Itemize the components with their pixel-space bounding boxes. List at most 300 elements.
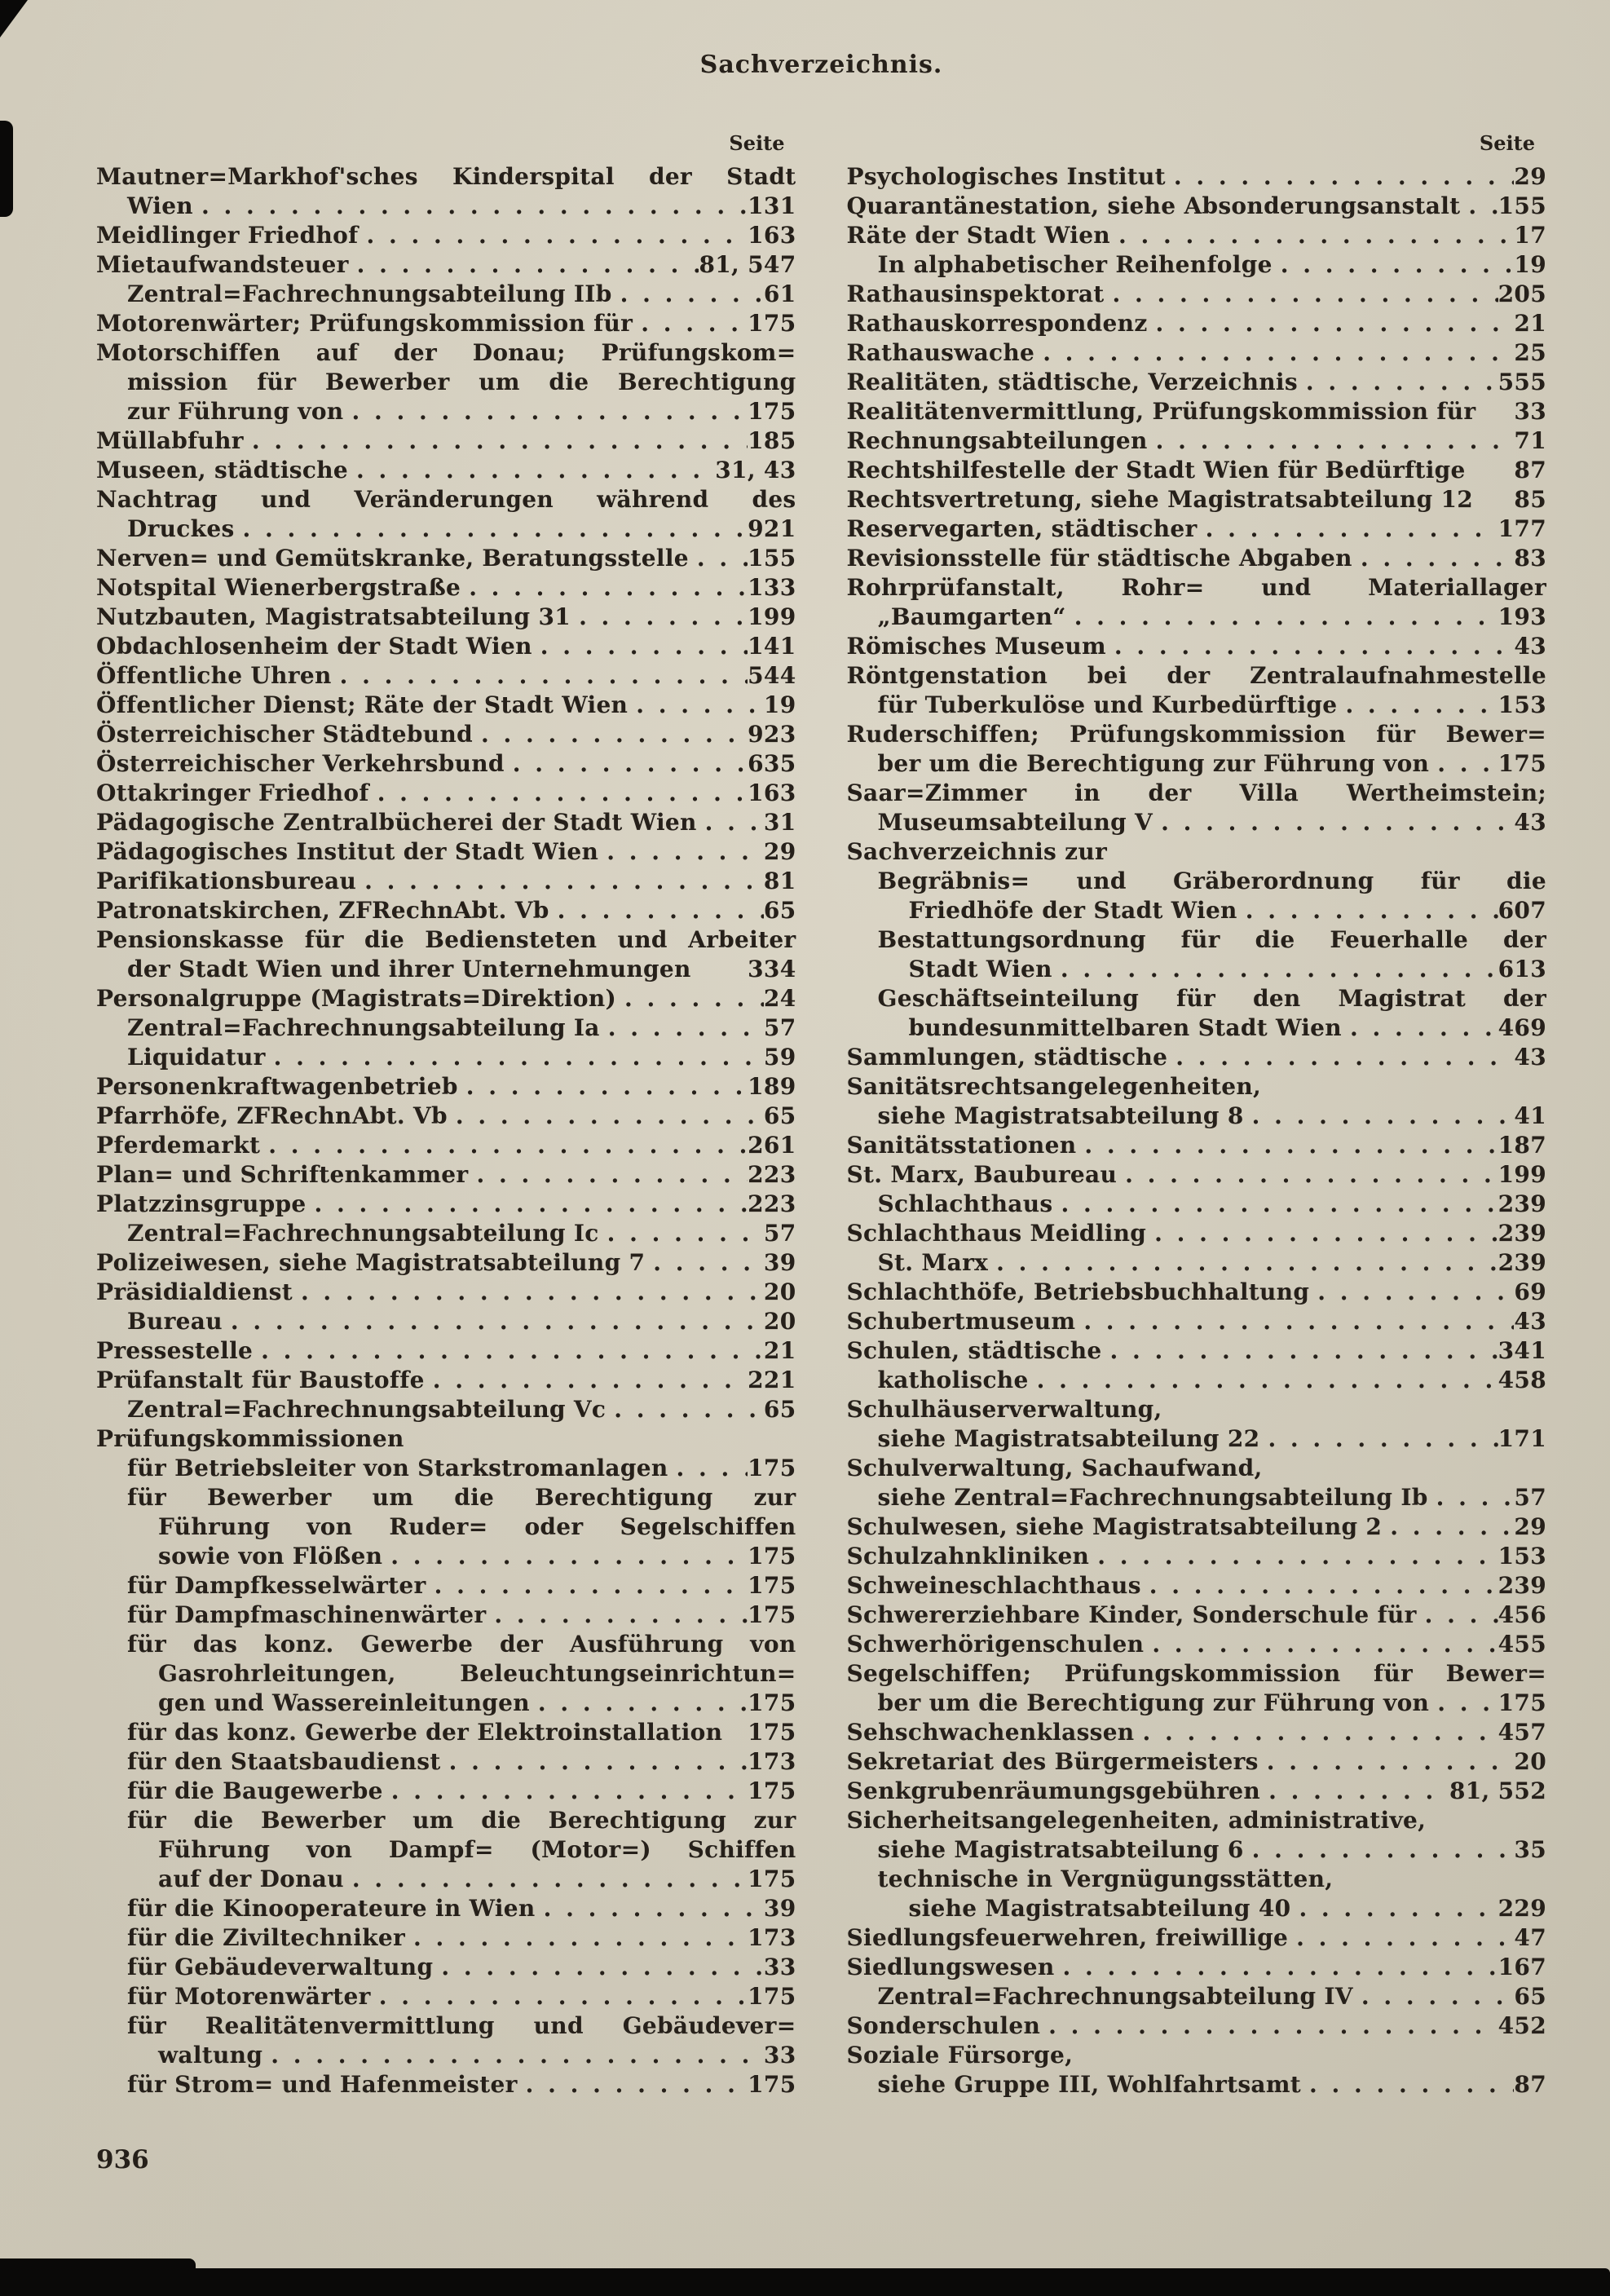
entry-text: Röntgenstation bei der Zentralaufnahmestelle <box>846 662 1546 689</box>
dot-leader <box>486 1601 748 1630</box>
dot-leader <box>600 1013 764 1043</box>
index-entry-line <box>847 1483 1547 1512</box>
index-entry-line <box>96 1512 796 1542</box>
entry-text: für Strom= und Hafenmeister <box>127 2071 518 2098</box>
dot-leader <box>1101 1336 1498 1366</box>
entry-text: für die Baugewerbe <box>127 1777 383 1804</box>
entry-page-number: 39 <box>763 1895 796 1922</box>
index-entry-line <box>96 1248 796 1278</box>
dot-leader <box>505 749 748 779</box>
dot-leader <box>468 1160 748 1190</box>
entry-text: Rathausinspektorat <box>846 280 1105 307</box>
index-entry-line <box>847 1160 1547 1190</box>
index-entry-line <box>96 1395 796 1424</box>
entry-page-number: 175 <box>748 1689 796 1716</box>
index-entry-line <box>847 603 1547 632</box>
entry-text: für Motorenwärter <box>127 1983 371 2010</box>
entry-text: Schulen, städtische <box>846 1337 1102 1364</box>
scan-artifact-left-edge-blob <box>0 121 13 217</box>
index-entry-line <box>847 1366 1547 1395</box>
entry-page-number: 19 <box>1514 251 1546 278</box>
index-entry-line <box>96 779 796 808</box>
dot-leader <box>1298 368 1498 397</box>
index-entry-line <box>96 544 796 573</box>
index-entry-line <box>96 632 796 661</box>
index-entry-line <box>96 1483 796 1512</box>
entry-text: Zentral=Fachrechnungsabteilung Ic <box>127 1220 599 1247</box>
entry-page-number: 43 <box>1514 1044 1546 1071</box>
running-header: Sachverzeichnis. <box>699 51 943 79</box>
dot-leader <box>1417 1601 1498 1630</box>
index-entry-line <box>96 867 796 896</box>
entry-text: Bestattungsordnung für die Feuerhalle der <box>877 926 1546 953</box>
entry-text: Motorenwärter; Prüfungskommission für <box>96 310 633 337</box>
entry-page-number: 24 <box>763 985 796 1012</box>
dot-leader <box>1428 1483 1515 1512</box>
entry-page-number: 456 <box>1498 1601 1546 1628</box>
dot-leader <box>332 661 748 691</box>
entry-text: Schlachthaus Meidling <box>846 1220 1147 1247</box>
entry-text: Obdachlosenheim der Stadt Wien <box>96 633 532 660</box>
entry-page-number: 177 <box>1498 515 1546 542</box>
index-entry-line <box>847 2011 1547 2041</box>
entry-text: Revisionsstelle für städtische Abgaben <box>846 545 1352 572</box>
index-entry-line <box>847 1865 1547 1894</box>
index-entry-line <box>847 955 1547 984</box>
entry-text: Nachtrag und Veränderungen während des <box>96 486 796 513</box>
dot-leader <box>1029 1366 1498 1395</box>
entry-text: Friedhöfe der Stadt Wien <box>908 897 1237 924</box>
entry-text: Rechtsvertretung, siehe Magistratsabteilung 12 <box>846 486 1474 513</box>
entry-text: Öffentliche Uhren <box>96 662 332 689</box>
index-entry-line <box>847 1718 1547 1747</box>
entry-text: Schlachthöfe, Betriebsbuchhaltung <box>846 1278 1310 1305</box>
dot-leader <box>433 1953 764 1982</box>
entry-page-number: 20 <box>1514 1748 1546 1775</box>
entry-text: gen und Wassereinleitungen <box>158 1689 530 1716</box>
index-entry-line <box>847 632 1547 661</box>
entry-text: Begräbnis= und Gräberordnung für die <box>877 868 1546 894</box>
index-entry-line <box>96 1102 796 1131</box>
index-entry-line <box>847 309 1547 338</box>
index-entry-line <box>847 1542 1547 1571</box>
index-entry-line <box>847 1630 1547 1659</box>
dot-leader <box>1260 1777 1449 1806</box>
entry-text: bundesunmittelbaren Stadt Wien <box>908 1014 1342 1041</box>
entry-page-number: 239 <box>1498 1572 1546 1599</box>
dot-leader <box>1148 426 1515 456</box>
entry-text: Quarantänestation, siehe Absonderungsanstalt <box>846 192 1461 219</box>
entry-page-number: 175 <box>748 2071 796 2098</box>
dot-leader <box>645 1248 764 1278</box>
entry-page-number: 239 <box>1498 1190 1546 1217</box>
dot-leader <box>306 1190 748 1219</box>
entry-text: Mietaufwandsteuer <box>96 251 349 278</box>
dot-leader <box>697 808 764 837</box>
index-entry-line <box>96 1630 796 1659</box>
dot-leader <box>1259 1424 1498 1454</box>
entry-text: Motorschiffen auf der Donau; Prüfungskom= <box>96 339 796 366</box>
index-entry-line <box>847 1689 1547 1718</box>
index-entry-line <box>847 1248 1547 1278</box>
entry-text: Prüfanstalt für Baustoffe <box>96 1367 425 1393</box>
entry-page-number: 25 <box>1514 339 1546 366</box>
index-entry-line <box>847 779 1547 808</box>
entry-page-number: 469 <box>1498 1014 1546 1041</box>
entry-text: Müllabfuhr <box>96 427 244 454</box>
dot-leader <box>260 1131 748 1160</box>
entry-page-number: 39 <box>763 1249 796 1276</box>
entry-text: Nerven= und Gemütskranke, Beratungsstelle <box>96 545 689 572</box>
entry-text: sowie von Flößen <box>158 1543 383 1570</box>
index-entry-line <box>847 1777 1547 1806</box>
entry-text: siehe Zentral=Fachrechnungsabteilung Ib <box>877 1484 1428 1511</box>
index-entry-line <box>847 1894 1547 1923</box>
entry-page-number: 334 <box>748 956 796 982</box>
entry-text: Nutzbauten, Magistratsabteilung 31 <box>96 603 571 630</box>
dot-leader <box>1288 1923 1514 1953</box>
index-entry-line <box>96 1718 796 1747</box>
entry-page-number: 229 <box>1498 1895 1546 1922</box>
index-entry-line <box>96 1865 796 1894</box>
entry-page-number: 153 <box>1498 691 1546 718</box>
index-entry-line <box>847 192 1547 221</box>
entry-text: Druckes <box>127 515 235 542</box>
dot-leader <box>612 280 764 309</box>
entry-text: Pferdemarkt <box>96 1132 261 1159</box>
entry-text: Personenkraftwagenbetrieb <box>96 1073 458 1100</box>
entry-text: für Dampfkesselwärter <box>127 1572 426 1599</box>
entry-text: für den Staatsbaudienst <box>127 1748 441 1775</box>
index-entry-line <box>847 808 1547 837</box>
entry-text: Pressestelle <box>96 1337 254 1364</box>
dot-leader <box>598 837 764 867</box>
index-entry-line <box>847 1806 1547 1835</box>
entry-page-number: 187 <box>1498 1132 1546 1159</box>
index-entry-line <box>96 1072 796 1102</box>
entry-page-number: 57 <box>763 1014 796 1041</box>
entry-text: der Stadt Wien und ihrer Unternehmungen <box>127 956 691 982</box>
index-entry-line <box>847 1278 1547 1307</box>
entry-page-number: 205 <box>1498 280 1546 307</box>
index-entry-line <box>96 1689 796 1718</box>
dot-leader <box>988 1248 1498 1278</box>
entry-page-number: 31 <box>763 809 796 836</box>
index-entry-line <box>847 1102 1547 1131</box>
entry-page-number: 33 <box>763 2042 796 2069</box>
index-entry-line <box>96 485 796 514</box>
index-entry-line <box>847 162 1547 192</box>
index-entry-line <box>847 1219 1547 1248</box>
entry-page-number: 163 <box>748 779 796 806</box>
entry-text: für die Kinooperateure in Wien <box>127 1895 536 1922</box>
entry-text: Ottakringer Friedhof <box>96 779 369 806</box>
index-entry-line <box>96 338 796 368</box>
entry-text: Öffentlicher Dienst; Räte der Stadt Wien <box>96 691 629 718</box>
entry-text: siehe Magistratsabteilung 40 <box>908 1895 1291 1922</box>
index-entry-line <box>96 1366 796 1395</box>
entry-text: für das konz. Gewerbe der Elektroinstallation <box>127 1719 723 1746</box>
entry-page-number: 175 <box>1498 750 1546 777</box>
entry-page-number: 153 <box>1498 1543 1546 1570</box>
entry-text: Zentral=Fachrechnungsabteilung Ia <box>127 1014 600 1041</box>
index-entry-line <box>847 280 1547 309</box>
index-entry-line <box>96 1982 796 2011</box>
entry-text: Schulverwaltung, Sachaufwand, <box>846 1455 1263 1481</box>
dot-leader <box>441 1747 748 1777</box>
dot-leader <box>1153 808 1514 837</box>
index-entry-line <box>847 837 1547 867</box>
entry-page-number: 175 <box>748 1866 796 1892</box>
entry-page-number: 175 <box>748 1572 796 1599</box>
dot-leader <box>223 1307 764 1336</box>
entry-text: Pensionskasse für die Bediensteten und Arbeiter <box>96 926 796 953</box>
dot-leader <box>253 1336 764 1366</box>
entry-text: Pädagogische Zentralbücherei der Stadt Wien <box>96 809 697 836</box>
entry-text: Schlachthaus <box>877 1190 1053 1217</box>
entry-page-number: 555 <box>1498 369 1546 395</box>
index-entry-line <box>847 2041 1547 2070</box>
entry-page-number: 65 <box>763 1396 796 1423</box>
dot-leader <box>1110 221 1514 250</box>
entry-page-number: 613 <box>1498 956 1546 982</box>
dot-leader <box>1244 1102 1515 1131</box>
index-entry-line <box>847 514 1547 544</box>
index-entry-line <box>96 1571 796 1601</box>
entry-text: für Bewerber um die Berechtigung zur <box>127 1484 796 1511</box>
entry-page-number: 47 <box>1514 1924 1546 1951</box>
dot-leader <box>1055 1953 1498 1982</box>
entry-page-number: 65 <box>763 1102 796 1129</box>
entry-text: Sekretariat des Bürgermeisters <box>846 1748 1259 1775</box>
index-entry-line <box>847 984 1547 1013</box>
index-entry-line <box>847 1072 1547 1102</box>
dot-leader <box>1259 1747 1515 1777</box>
entry-text: Schwerhörigenschulen <box>846 1631 1145 1658</box>
scan-artifact-bottom-edge <box>0 2268 1610 2296</box>
entry-text: siehe Magistratsabteilung 22 <box>877 1425 1260 1452</box>
entry-text: Zentral=Fachrechnungsabteilung Vc <box>127 1396 607 1423</box>
entry-page-number: 69 <box>1514 1278 1546 1305</box>
entry-page-number: 185 <box>748 427 796 454</box>
dot-leader <box>532 632 748 661</box>
entry-text: Schweineschlachthaus <box>846 1572 1141 1599</box>
dot-leader <box>1034 338 1514 368</box>
entry-text: Polizeiwesen, siehe Magistratsabteilung 7 <box>96 1249 646 1276</box>
entry-text: Ruderschiffen; Prüfungskommission für Bewer= <box>846 721 1546 748</box>
index-entry-line <box>847 221 1547 250</box>
dot-leader <box>1290 1894 1498 1923</box>
index-entry-line <box>96 1777 796 1806</box>
index-entry-line <box>847 1601 1547 1630</box>
index-entry-line <box>847 1512 1547 1542</box>
entry-text: Plan= und Schriftenkammer <box>96 1161 469 1188</box>
dot-leader <box>1066 603 1498 632</box>
index-entry-line <box>96 1806 796 1835</box>
entry-page-number: 33 <box>1514 398 1546 425</box>
entry-text: für die Bewerber um die Berechtigung zur <box>127 1807 796 1834</box>
entry-page-number: 21 <box>763 1337 796 1364</box>
dot-leader <box>344 1865 748 1894</box>
dot-leader <box>1352 544 1515 573</box>
index-entry-line <box>96 250 796 280</box>
dot-leader <box>628 691 764 720</box>
entry-text: Rathauswache <box>846 339 1035 366</box>
index-entry-line <box>847 1571 1547 1601</box>
entry-page-number: 457 <box>1498 1719 1546 1746</box>
dot-leader <box>349 250 699 280</box>
entry-page-number: 175 <box>748 1719 796 1746</box>
entry-text: Soziale Fürsorge, <box>846 2042 1074 2069</box>
index-entry-line <box>96 1894 796 1923</box>
index-entry-line <box>847 1424 1547 1454</box>
entry-page-number: 261 <box>748 1132 796 1159</box>
dot-leader <box>1301 2070 1514 2100</box>
entry-text: Notspital Wienerbergstraße <box>96 574 461 601</box>
seite-label-left: Seite <box>729 131 785 155</box>
entry-page-number: 59 <box>763 1044 796 1071</box>
index-entry-line <box>96 456 796 485</box>
entry-text: Schulwesen, siehe Magistratsabteilung 2 <box>846 1513 1383 1540</box>
dot-leader <box>1052 955 1498 984</box>
entry-page-number: 19 <box>763 691 796 718</box>
entry-page-number: 21 <box>1514 310 1546 337</box>
entry-page-number: 175 <box>748 1543 796 1570</box>
dot-leader <box>1353 1982 1515 2011</box>
dot-leader <box>1273 250 1515 280</box>
entry-text: Patronatskirchen, ZFRechnAbt. Vb <box>96 897 549 924</box>
entry-page-number: 133 <box>748 574 796 601</box>
index-entry-line <box>847 749 1547 779</box>
dot-leader <box>425 1366 748 1395</box>
entry-page-number: 175 <box>748 310 796 337</box>
entry-text: Parifikationsbureau <box>96 868 357 894</box>
entry-text: Schulhäuserverwaltung, <box>846 1396 1162 1423</box>
index-entry-line <box>96 896 796 925</box>
entry-text: für Gebäudeverwaltung <box>127 1954 434 1980</box>
entry-page-number: 31, 43 <box>715 457 796 483</box>
entry-text: In alphabetischer Reihenfolge <box>877 251 1273 278</box>
entry-page-number: 29 <box>1514 1513 1546 1540</box>
entry-text: ber um die Berechtigung zur Führung von <box>877 1689 1430 1716</box>
dot-leader <box>1342 1013 1498 1043</box>
entry-text: zur Führung von <box>127 398 344 425</box>
index-entry-line <box>96 192 796 221</box>
entry-page-number: 85 <box>1514 486 1546 513</box>
entry-text: Senkgrubenräumungsgebühren <box>846 1777 1261 1804</box>
index-entry-line <box>96 720 796 749</box>
index-entry-line <box>847 1190 1547 1219</box>
dot-leader <box>359 221 748 250</box>
index-entry-line <box>847 397 1547 426</box>
entry-text: Geschäftseinteilung für den Magistrat der <box>877 985 1546 1012</box>
index-entry-line <box>96 2011 796 2041</box>
entry-text: auf der Donau <box>158 1866 344 1892</box>
index-entry-line <box>96 162 796 192</box>
index-entry-line <box>96 984 796 1013</box>
dot-leader <box>244 426 748 456</box>
index-entry-line <box>96 426 796 456</box>
index-entries-right <box>847 162 1547 2100</box>
dot-leader <box>369 779 748 808</box>
entry-text: ber um die Berechtigung zur Führung von <box>877 750 1430 777</box>
entry-text: Museumsabteilung V <box>877 809 1153 836</box>
dot-leader <box>235 514 748 544</box>
dot-leader <box>536 1894 764 1923</box>
entry-page-number: 239 <box>1498 1220 1546 1247</box>
index-entry-line <box>847 456 1547 485</box>
entry-page-number: 131 <box>748 192 796 219</box>
dot-leader <box>461 573 748 603</box>
dot-leader <box>193 192 748 221</box>
index-entry-line <box>96 1953 796 1982</box>
seite-label-right: Seite <box>1479 131 1535 155</box>
entry-page-number: 455 <box>1498 1631 1546 1658</box>
entry-text: Österreichischer Städtebund <box>96 721 473 748</box>
dot-leader <box>266 1043 764 1072</box>
index-entry-line <box>96 1601 796 1630</box>
dot-leader <box>633 309 748 338</box>
index-entry-line <box>96 1923 796 1953</box>
index-entry-line <box>96 1043 796 1072</box>
dot-leader <box>549 896 764 925</box>
entry-text: Sachverzeichnis zur <box>846 838 1108 865</box>
entry-page-number: 175 <box>748 1983 796 2010</box>
entry-page-number: 65 <box>1514 1983 1546 2010</box>
dot-leader <box>1144 1630 1498 1659</box>
entry-text: waltung <box>158 2042 263 2069</box>
index-entry-line <box>847 1131 1547 1160</box>
entry-text: Sehschwachenklassen <box>846 1719 1135 1746</box>
dot-leader <box>1167 1043 1514 1072</box>
entry-text: Realitätenvermittlung, Prüfungskommission für <box>846 398 1476 425</box>
index-entry-line <box>96 573 796 603</box>
entry-text: Mautner=Markhof'sches Kinderspital der Stadt <box>96 163 796 190</box>
entry-text: „Baumgarten“ <box>877 603 1066 630</box>
dot-leader <box>405 1923 748 1953</box>
entry-page-number: 41 <box>1514 1102 1546 1129</box>
entry-page-number: 175 <box>748 398 796 425</box>
dot-leader <box>371 1982 748 2011</box>
dot-leader <box>1244 1835 1515 1865</box>
entry-text: Rechnungsabteilungen <box>846 427 1148 454</box>
dot-leader <box>1141 1571 1498 1601</box>
index-entry-line <box>96 221 796 250</box>
entry-page-number: 43 <box>1514 633 1546 660</box>
entry-page-number: 87 <box>1514 2071 1546 2098</box>
entry-text: Meidlinger Friedhof <box>96 222 359 249</box>
index-entry-line <box>847 661 1547 691</box>
dot-leader <box>530 1689 748 1718</box>
index-entry-line <box>96 397 796 426</box>
entry-text: Siedlungsfeuerwehren, freiwillige <box>846 1924 1289 1951</box>
dot-leader <box>1117 1160 1498 1190</box>
index-entry-line <box>847 368 1547 397</box>
index-entry-line <box>96 603 796 632</box>
dot-leader <box>1237 896 1498 925</box>
index-entry-line <box>96 1131 796 1160</box>
entry-page-number: 175 <box>748 1455 796 1481</box>
dot-leader <box>668 1454 748 1483</box>
dot-leader <box>1089 1542 1498 1571</box>
entry-page-number: 173 <box>748 1924 796 1951</box>
index-entry-line <box>96 1160 796 1190</box>
index-entry-line <box>847 1659 1547 1689</box>
entry-text: Sicherheitsangelegenheiten, administrative, <box>846 1807 1427 1834</box>
entry-text: St. Marx <box>877 1249 989 1276</box>
entry-page-number: 458 <box>1498 1367 1546 1393</box>
index-entry-line <box>847 691 1547 720</box>
